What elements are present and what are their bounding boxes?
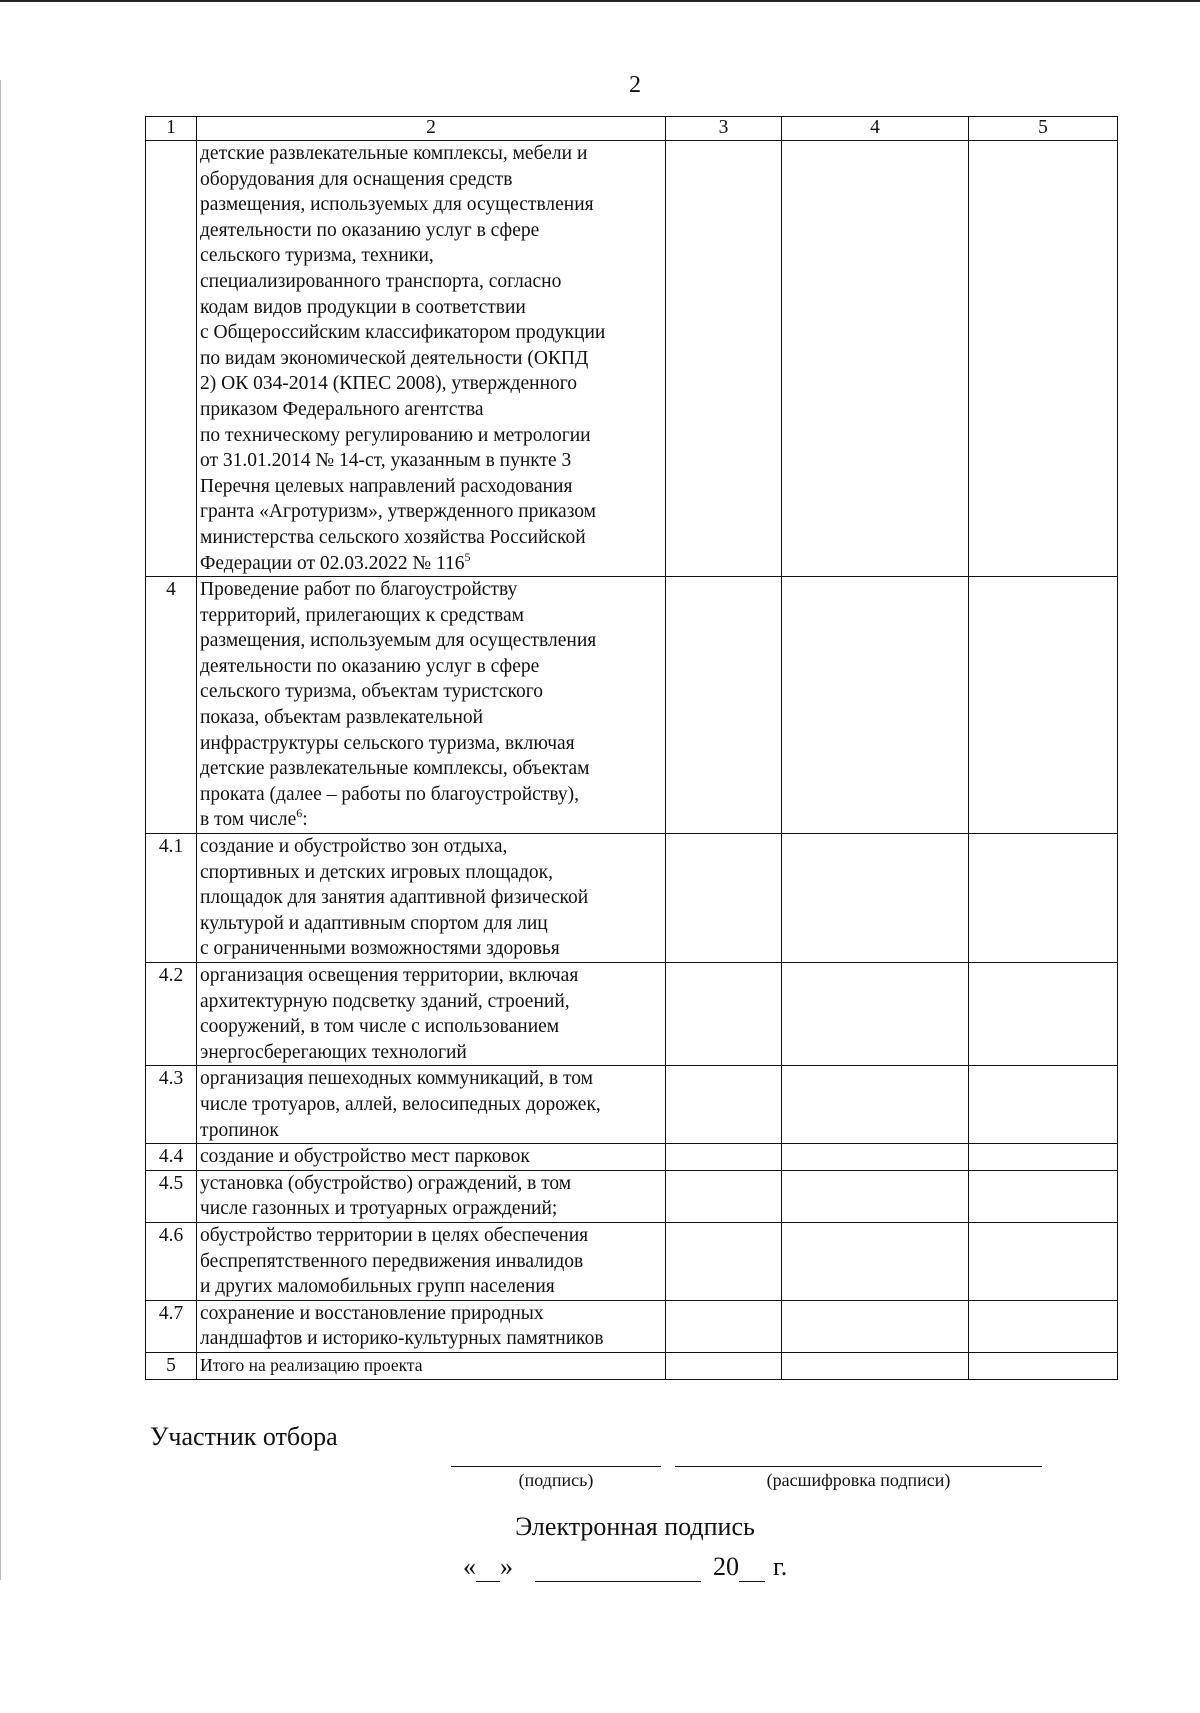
row-number xyxy=(146,141,197,577)
empty-cell-col5 xyxy=(969,834,1118,963)
row-description xyxy=(197,1300,666,1352)
description-line: оборудования для оснащения средств xyxy=(200,168,513,190)
date-year-prefix: 20 xyxy=(713,1552,739,1581)
empty-cell-col3 xyxy=(666,1066,782,1144)
row-number: 4.4 xyxy=(146,1144,197,1171)
description-line: тропинок xyxy=(200,1119,279,1141)
scan-top-border xyxy=(0,0,1200,2)
table-row xyxy=(146,1144,1118,1171)
row-number: 4.7 xyxy=(146,1300,197,1352)
description-line: детские развлекательные комплексы, мебели и xyxy=(200,143,588,164)
row-description xyxy=(197,834,666,963)
description-line: сохранение и восстановление природных xyxy=(200,1302,544,1324)
row-description xyxy=(197,577,666,834)
description-line: размещения, используемым для осуществления xyxy=(200,630,597,652)
description-line: территорий, прилегающих к средствам xyxy=(200,604,524,626)
empty-cell-col4 xyxy=(782,834,969,963)
empty-cell-col4 xyxy=(782,1144,969,1171)
description-line: обустройство территории в целях обеспечения xyxy=(200,1224,589,1246)
empty-cell-col3 xyxy=(666,963,782,1066)
empty-cell-col4 xyxy=(782,141,969,577)
description-line: Перечня целевых направлений расходования xyxy=(200,475,573,497)
description-line: создание и обустройство мест парковок xyxy=(200,1146,530,1168)
empty-cell-col3 xyxy=(666,1170,782,1222)
empty-cell-col3 xyxy=(666,834,782,963)
empty-cell-col4 xyxy=(782,1222,969,1300)
scan-left-border xyxy=(0,80,1,1580)
empty-cell-col5 xyxy=(969,1170,1118,1222)
description-line: сельского туризма, объектам туристского xyxy=(200,681,543,703)
row-description xyxy=(197,1222,666,1300)
description-line: приказом Федерального агентства xyxy=(200,398,484,420)
column-header-2: 2 xyxy=(197,117,666,141)
description-line: размещения, используемых для осуществления xyxy=(200,194,594,216)
description-line: сооружений, в том числе с использованием xyxy=(200,1016,560,1038)
empty-cell-col5 xyxy=(969,1144,1118,1171)
footnote-marker: 6 xyxy=(296,806,303,821)
description-line: числе газонных и тротуарных ограждений; xyxy=(200,1198,558,1220)
description-line: специализированного транспорта, согласно xyxy=(200,270,562,292)
empty-cell-col4 xyxy=(782,1352,969,1379)
empty-cell-col5 xyxy=(969,1066,1118,1144)
date-year-blank xyxy=(739,1555,765,1582)
empty-cell-col4 xyxy=(782,963,969,1066)
description-line: архитектурную подсветку зданий, строений, xyxy=(200,990,570,1012)
empty-cell-col4 xyxy=(782,1170,969,1222)
table-row xyxy=(146,963,1118,1066)
table-row xyxy=(146,577,1118,834)
table-row xyxy=(146,1352,1118,1379)
empty-cell-col3 xyxy=(666,1144,782,1171)
description-line: беспрепятственного передвижения инвалидов xyxy=(200,1250,584,1272)
empty-cell-col5 xyxy=(969,963,1118,1066)
empty-cell-col3 xyxy=(666,577,782,834)
row-number: 4.3 xyxy=(146,1066,197,1144)
column-header-3: 3 xyxy=(666,117,782,141)
signature-decode-line xyxy=(675,1466,1042,1467)
description-line: спортивных и детских игровых площадок, xyxy=(200,861,553,883)
empty-cell-col5 xyxy=(969,1352,1118,1379)
empty-cell-col3 xyxy=(666,1222,782,1300)
signature-caption: (подпись) xyxy=(518,1470,594,1490)
table-row xyxy=(146,141,1118,577)
signature-line xyxy=(451,1466,661,1467)
empty-cell-col4 xyxy=(782,577,969,834)
description-line: сельского туризма, техники, xyxy=(200,245,434,267)
row-number: 4.6 xyxy=(146,1222,197,1300)
date-open-quote: « xyxy=(463,1552,476,1581)
table-row xyxy=(146,1300,1118,1352)
description-line: Федерации от 02.03.2022 № $116^5$ xyxy=(200,549,471,574)
table-row xyxy=(146,1066,1118,1144)
column-header-4: 4 xyxy=(782,117,969,141)
description-line: гранта «Агротуризм», утвержденного приказом xyxy=(200,501,597,523)
empty-cell-col4 xyxy=(782,1066,969,1144)
description-line: Итого на реализацию проекта xyxy=(200,1354,423,1375)
empty-cell-col5 xyxy=(969,141,1118,577)
date-day-blank xyxy=(476,1555,500,1582)
description-line: показа, объектам развлекательной xyxy=(200,707,484,729)
description-line: площадок для занятия адаптивной физической xyxy=(200,887,589,909)
date-close-quote: » xyxy=(500,1552,513,1581)
empty-cell-col5 xyxy=(969,1222,1118,1300)
empty-cell-col4 xyxy=(782,1300,969,1352)
table-row xyxy=(146,834,1118,963)
description-line: организация освещения территории, включая xyxy=(200,965,579,986)
description-line: 2) ОК 034-2014 (КПЕС 2008), утвержденного xyxy=(200,373,578,395)
description-line: ландшафтов и историко-культурных памятников xyxy=(200,1328,604,1350)
description-line: деятельности по оказанию услуг в сфере xyxy=(200,655,540,677)
description-line: организация пешеходных коммуникаций, в том xyxy=(200,1068,593,1090)
description-line: проката (далее – работы по благоустройству), xyxy=(200,783,579,805)
column-header-5: 5 xyxy=(969,117,1118,141)
row-description xyxy=(197,1144,666,1171)
description-line: министерства сельского хозяйства Российской xyxy=(200,526,586,548)
row-description xyxy=(197,1066,666,1144)
empty-cell-col5 xyxy=(969,1300,1118,1352)
description-line: и других маломобильных групп населения xyxy=(200,1276,555,1298)
description-line: числе тротуаров, аллей, велосипедных дорожек, xyxy=(200,1093,601,1115)
page-number: 2 xyxy=(629,72,641,98)
description-line: по техническому регулированию и метрологии xyxy=(200,424,591,446)
participant-label: Участник отбора xyxy=(150,1422,338,1451)
empty-cell-col3 xyxy=(666,1352,782,1379)
description-line: с Общероссийским классификатором продукции xyxy=(200,322,606,344)
description-line: деятельности по оказанию услуг в сфере xyxy=(200,219,540,241)
row-number: 4 xyxy=(146,577,197,834)
description-line: Проведение работ по благоустройству xyxy=(200,579,518,601)
description-line: в том числе$^6$: xyxy=(200,806,308,831)
description-line: установка (обустройство) ограждений, в том xyxy=(200,1172,572,1194)
footnote-marker: 5 xyxy=(464,549,471,564)
table-row xyxy=(146,1170,1118,1222)
electronic-signature-label: Электронная подпись xyxy=(515,1512,755,1541)
row-description xyxy=(197,1352,666,1379)
empty-cell-col3 xyxy=(666,1300,782,1352)
expenses-table xyxy=(145,116,1118,1380)
table-row xyxy=(146,1222,1118,1300)
row-description xyxy=(197,141,666,577)
signature-decode-caption: (расшифровка подписи) xyxy=(766,1470,951,1490)
table-header-row xyxy=(146,117,1118,141)
row-number: 4.2 xyxy=(146,963,197,1066)
row-number: 4.5 xyxy=(146,1170,197,1222)
description-line: культурой и адаптивным спортом для лиц xyxy=(200,912,548,934)
description-line: детские развлекательные комплексы, объектам xyxy=(200,758,590,780)
empty-cell-col5 xyxy=(969,577,1118,834)
description-line: с ограниченными возможностями здоровья xyxy=(200,938,560,960)
date-year-suffix: г. xyxy=(773,1552,788,1581)
table-body xyxy=(146,141,1118,1380)
empty-cell-col3 xyxy=(666,141,782,577)
description-line: по видам экономической деятельности (ОКПД xyxy=(200,347,589,369)
description-line: кодам видов продукции в соответствии xyxy=(200,296,526,318)
row-description xyxy=(197,963,666,1066)
description-line: инфраструктуры сельского туризма, включая xyxy=(200,732,575,754)
description-line: создание и обустройство зон отдыха, xyxy=(200,836,508,858)
row-number: 4.1 xyxy=(146,834,197,963)
row-number: 5 xyxy=(146,1352,197,1379)
row-description xyxy=(197,1170,666,1222)
date-month-blank xyxy=(535,1555,701,1582)
description-line: от 31.01.2014 № 14-ст, указанным в пункте 3 xyxy=(200,450,572,472)
description-line: энергосберегающих технологий xyxy=(200,1041,467,1063)
date-line xyxy=(463,1552,787,1582)
column-header-1: 1 xyxy=(146,117,197,141)
